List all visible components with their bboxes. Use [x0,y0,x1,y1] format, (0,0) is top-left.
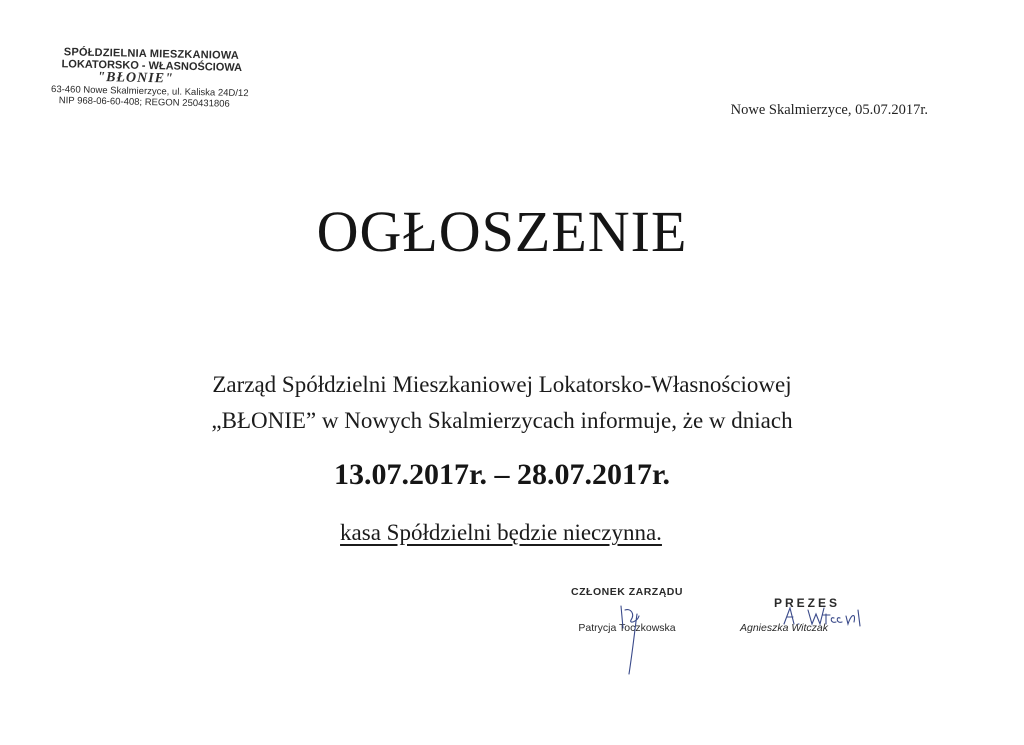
notice-body-line-2: „BŁONIE” w Nowych Skalmierzycach informuje, że w dniach [211,408,793,433]
president-role: PREZES [774,596,841,610]
stamp-line-tax-ids: NIP 968-06-60-408; REGON 250431806 [58,95,230,110]
president-signature-block [740,596,900,634]
handwritten-signature-board [607,588,647,678]
closure-dates: 13.07.2017r. – 28.07.2017r. [333,458,671,491]
place-and-date: Nowe Skalmierzyce, 05.07.2017r. [730,102,928,118]
notice-body-line-1: Zarząd Spółdzielni Mieszkaniowej Lokatorsko-Własnościowej [212,372,792,397]
stamp-line-type: LOKATORSKO - WŁASNOŚCIOWA [61,58,243,74]
president-name: Agnieszka Witczak [740,622,829,634]
board-member-role: CZŁONEK ZARZĄDU [571,586,683,598]
board-member-signature-block [552,586,702,634]
stamp-line-address: 63-460 Nowe Skalmierzyce, ul. Kaliska 24D/12 [50,83,249,100]
handwritten-signature-president [778,602,878,632]
cooperative-stamp [51,46,262,110]
notice-body [0,367,1004,439]
stamp-line-name: SPÓŁDZIELNIA MIESZKANIOWA [63,46,240,62]
stamp-line-brand: "BŁONIE" [97,69,174,87]
notice-title: OGŁOSZENIE [316,199,688,264]
closure-statement-text: kasa Spółdzielni będzie nieczynna. [340,520,662,545]
board-member-name: Patrycja Toczkowska [578,622,676,634]
closure-statement [0,520,1002,546]
